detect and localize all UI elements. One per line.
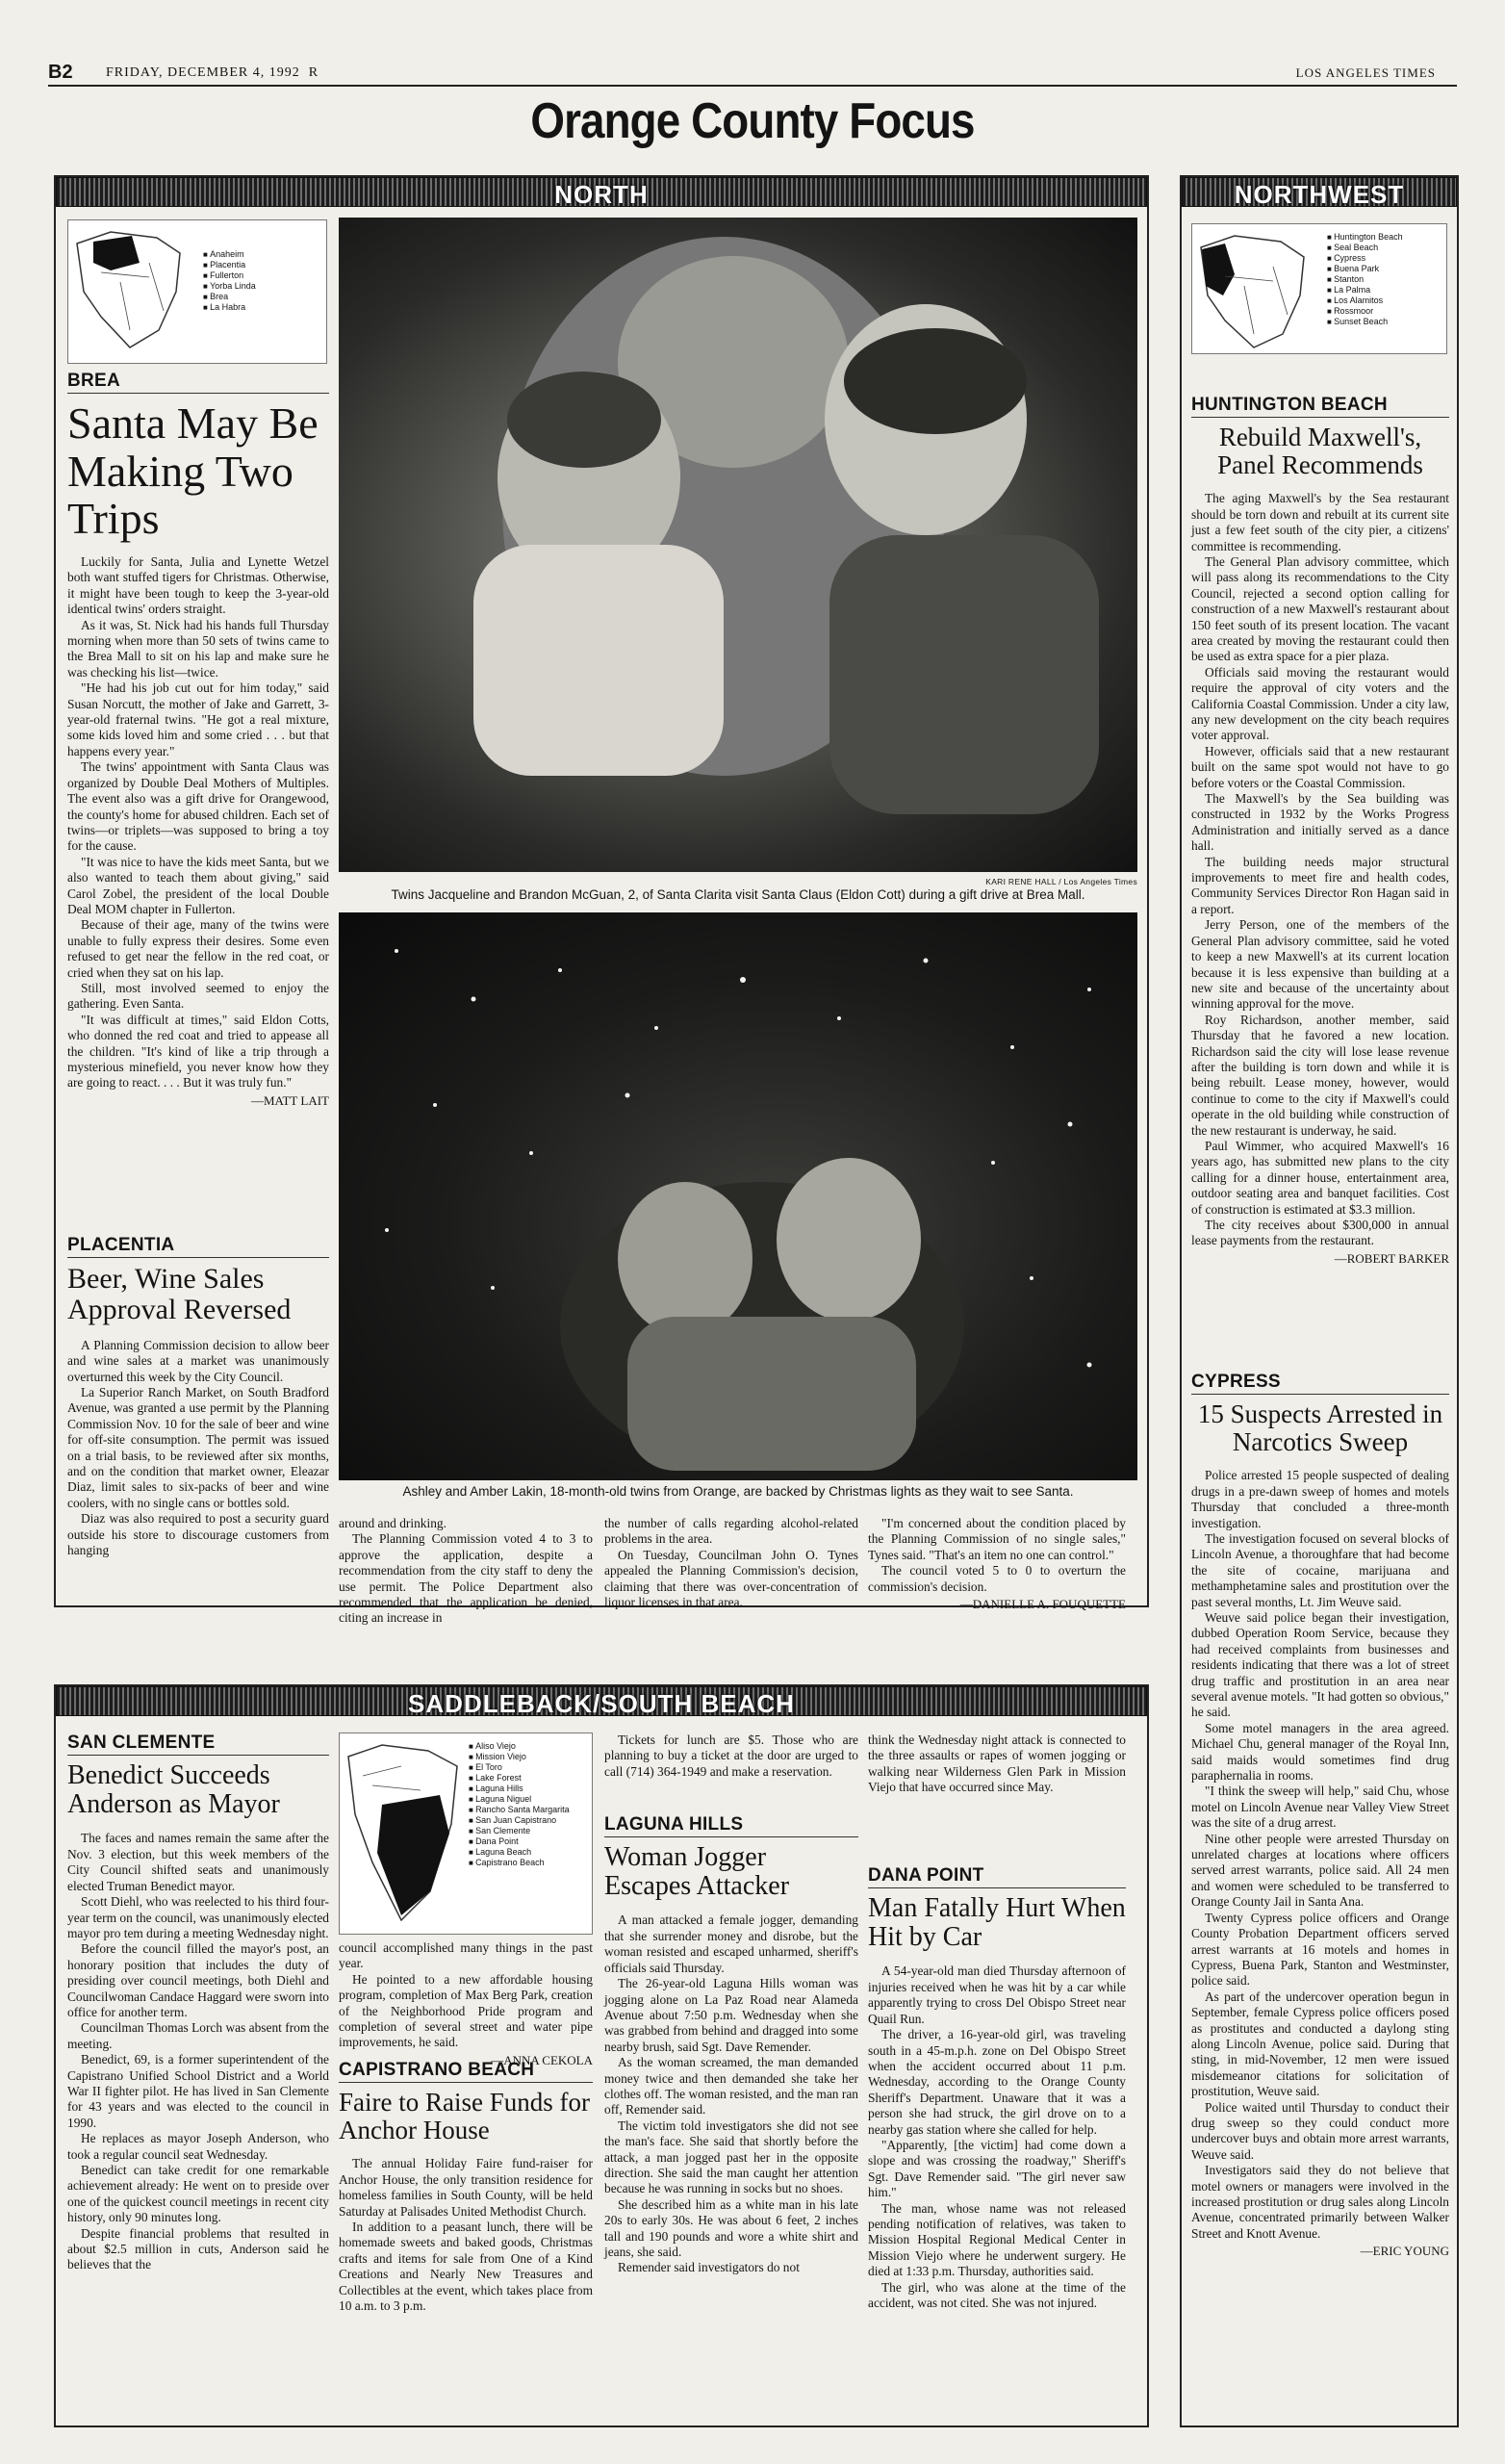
north-band-label: NORTH: [554, 180, 649, 209]
story-san-clemente-cont: [339, 1940, 593, 2068]
dateline-edition: R: [308, 65, 319, 80]
map-legend-item: ■ Aliso Viejo: [469, 1741, 590, 1752]
paragraph: He pointed to a new affordable housing program, completion of Max Berg Park, creation of the Neighborhood Pride program and completion of several street and water pipe improvements, he said.: [339, 1971, 593, 2050]
map-legend-item: ■ Fullerton: [203, 270, 256, 281]
story-headline: Beer, Wine Sales Approval Reversed: [67, 1263, 292, 1326]
paragraph: "It was difficult at times," said Eldon Cotts, who donned the red coat and tried to appease all the children. "It's kind of like a trip through a mysterious minefield, you never know how they are going to react. . . . But it was truly fun.": [67, 1012, 329, 1091]
story-body: [67, 1338, 329, 1559]
paragraph: Officials said moving the restaurant would require the approval of city voters and the California Coastal Commission. Under a city law, any new development on the city beach requires voter approval.: [1191, 664, 1449, 743]
santa-twins-photo: [339, 218, 1137, 872]
story-body: [1191, 491, 1449, 1249]
map-legend-item: ■ Laguna Beach: [469, 1847, 590, 1858]
story-laguna-hills: [604, 1814, 858, 2276]
paragraph: Because of their age, many of the twins were unable to fully express their desires. Some even refused to get near the fellow in the red coat, or cried when they sat on his lap.: [67, 917, 329, 980]
map-legend-item: ■ San Juan Capistrano: [469, 1815, 590, 1826]
paragraph: Some motel managers in the area agreed. Michael Chu, general manager of the Royal Inn, said maids would sometimes find drug paraphernalia in rooms.: [1191, 1720, 1449, 1784]
map-legend-item: ■ Laguna Hills: [469, 1784, 590, 1794]
story-cypress: [1191, 1372, 1449, 2259]
north-locator-map: [67, 219, 327, 364]
northwest-band-label: NORTHWEST: [1234, 180, 1405, 209]
folio: B2: [48, 62, 73, 83]
story-kicker: CYPRESS: [1191, 1372, 1449, 1395]
story-headline: Woman Jogger Escapes Attacker: [604, 1842, 790, 1902]
paragraph: La Superior Ranch Market, on South Bradford Avenue, was granted a use permit by the Planning Commission Nov. 10 for the sale of beer and wine for off-site consumption. The permit was issued on a trial basis, to be reviewed after six months, and on the condition that market owner, Eleazar Diaz, limit sales to six-packs of beer and wine coolers, with no single cans or bottles sold.: [67, 1385, 329, 1510]
story-kicker: HUNTINGTON BEACH: [1191, 395, 1449, 418]
paragraph: As part of the undercover operation begun in September, female Cypress police officers posed as prostitutes and conducted a daylong sting along Lincoln Avenue, police said. During that sting, in mid-November, 12 men were issued misdemeanor citations for solicitation of prostitution, Weuve said.: [1191, 1989, 1449, 2099]
northwest-band: [1182, 177, 1457, 207]
map-legend-item: ■ Seal Beach: [1327, 243, 1403, 253]
map-legend-item: ■ Brea: [203, 292, 256, 302]
story-body: [339, 2156, 593, 2314]
county-outline-icon: [1196, 228, 1312, 353]
story-kicker: PLACENTIA: [67, 1235, 329, 1258]
map-legend-item: ■ Yorba Linda: [203, 281, 256, 292]
paragraph: The victim told investigators she did not see the man's face. She said that shortly before the attack, a man jogged past her in the opposite direction. She said the man caught her attention because he was running in socks but no shoes.: [604, 2118, 858, 2196]
paragraph: In addition to a peasant lunch, there will be homemade sweets and baked goods, Christmas crafts and items for sale from One of a Kind Creations and Nearly New Treasures and Collectibles at the event, which takes place from 10 a.m. to 3 p.m.: [339, 2219, 593, 2313]
paragraph: Nine other people were arrested Thursday on unrelated charges at locations where officers served arrest warrants, police said. All 24 men and women were scheduled to be transferred to Orange County Jail in Santa Ana.: [1191, 1831, 1449, 1910]
map-legend-item: ■ La Habra: [203, 302, 256, 313]
map-legend-item: ■ San Clemente: [469, 1826, 590, 1836]
story-headline: Santa May Be Making Two Trips: [67, 398, 319, 544]
story-body: [67, 1831, 329, 2272]
paragraph: Benedict can take credit for one remarkable achievement already: He went on to preside over one of the quickest council meetings in recent city history, only 90 minutes long.: [67, 2163, 329, 2225]
paragraph: Luckily for Santa, Julia and Lynette Wetzel both want stuffed tigers for Christmas. Otherwise, it might have been tough to keep the 3-year-old identical twins' orders straight.: [67, 554, 329, 617]
story-body: [604, 1912, 858, 2275]
paragraph: Roy Richardson, another member, said Thursday that he favored a new location. Richardson said the city will lose lease revenue after the building is torn down and while it is being rebuilt. Lease money, however, would continue to come to the city if Maxwell's could operate in the old building while construction of the new restaurant is underway, he said.: [1191, 1012, 1449, 1138]
paragraph: Scott Diehl, who was reelected to his third four-year term on the council, was unanimously elected mayor pro tem during a meeting Wednesday night.: [67, 1894, 329, 1940]
story-kicker: DANA POINT: [868, 1865, 1126, 1888]
dateline: [106, 65, 319, 81]
paragraph: The faces and names remain the same after the Nov. 3 election, but this week members of the City Council shifted seats and unanimously elected Truman Benedict mayor.: [67, 1831, 329, 1893]
paragraph: As the woman screamed, the man demanded money twice and then demanded she take her clothes off. The woman resisted, and the man ran off, Remender said.: [604, 2055, 858, 2118]
paragraph: "I think the sweep will help," said Chu, whose motel on Lincoln Avenue near Valley View Street was the site of a drug arrest.: [1191, 1784, 1449, 1831]
north-band: [56, 177, 1147, 207]
paragraph: The council voted 5 to 0 to overturn the commission's decision.: [868, 1563, 1126, 1594]
paragraph: Police waited until Thursday to conduct their drug sweep so they could conduct more undercover buys and obtain more arrest warrants, Weuve said.: [1191, 2099, 1449, 2162]
map-legend-item: ■ Buena Park: [1327, 264, 1403, 274]
paragraph: around and drinking.: [339, 1516, 446, 1530]
north-map-legend: [203, 249, 256, 313]
map-legend-item: ■ Huntington Beach: [1327, 232, 1403, 243]
paragraph: The annual Holiday Faire fund-raiser for Anchor House, the only transition residence for homeless families in South County, will be held Saturday at Palisades United Methodist Church.: [339, 2156, 593, 2219]
paragraph: Weuve said police began their investigation, dubbed Operation Room Service, because they had received complaints from businesses and residents indicating that there was a lot of street drug traffic and prostitution in an area near several avenue motels. "It had gotten so obvious," he said.: [1191, 1609, 1449, 1720]
photo-figures-icon: [339, 912, 1137, 1480]
section-title: Orange County Focus: [530, 93, 975, 149]
paragraph: Remender said investigators do not: [618, 2260, 800, 2275]
paragraph: On Tuesday, Councilman John O. Tynes appealed the Planning Commission's decision, claiming that there was over-concentration of liquor licenses in that area.: [604, 1547, 858, 1610]
paragraph: Benedict, 69, is a former superintendent of the Capistrano Unified School District and a World War II fighter pilot. He has lived in San Clemente for 43 years and was elected to the council in 1990.: [67, 2052, 329, 2130]
northwest-map-legend: [1327, 232, 1403, 327]
paragraph: The girl, who was alone at the time of the accident, was not cited. She was not injured.: [868, 2279, 1126, 2310]
paragraph: "I'm concerned about the condition placed by the Planning Commission of no single sales," Tynes said. "That's an item no one can control.": [868, 1516, 1126, 1562]
map-legend-item: ■ Laguna Niguel: [469, 1794, 590, 1805]
photo-figures-icon: [339, 218, 1137, 872]
paragraph: The General Plan advisory committee, which will pass along its recommendations to the City Council, rejected a second option calling for construction of a new Maxwell's restaurant about 150 feet south of its present location. The vacant area created by moving the restaurant could then be used as extra space for a pier plaza.: [1191, 553, 1449, 664]
paragraph: Police arrested 15 people suspected of dealing drugs in a pre-dawn sweep of homes and motels Thursday that concluded a three-month investigation.: [1191, 1468, 1449, 1530]
story-body: [339, 1940, 593, 2051]
paragraph: However, officials said that a new restaurant built on the same spot would not have to go before voters or the Coastal Commission.: [1191, 743, 1449, 790]
byline: —ERIC YOUNG: [1360, 2244, 1449, 2259]
story-san-clemente: [67, 1732, 329, 2273]
story-kicker: LAGUNA HILLS: [604, 1814, 858, 1837]
paragraph: The man, whose name was not released pending notification of relatives, was taken to Mission Hospital Regional Medical Center in Mission Viejo where he underwent surgery. He died at 1:33 p.m. Thursday, authorities said.: [868, 2200, 1126, 2279]
paragraph: think the Wednesday night attack is connected to the three assaults or rapes of women jogging or walking near Wilderness Glen Park in Mission Viejo that have occurred since May.: [868, 1732, 1126, 1795]
map-legend-item: ■ Sunset Beach: [1327, 317, 1403, 327]
saddleback-band-label: SADDLEBACK/SOUTH BEACH: [408, 1689, 795, 1718]
story-huntington-beach: [1191, 395, 1449, 1267]
paragraph: The building needs major structural improvements to meet fire and health codes, Community Services Director Ron Hagan said in a report.: [1191, 854, 1449, 916]
story-body: [868, 1964, 1126, 2311]
story-capistrano-cont: [604, 1732, 858, 1780]
story-kicker: BREA: [67, 371, 329, 394]
paragraph: "It was nice to have the kids meet Santa, but we also wanted to teach them about giving," said Carol Zobel, the president of the local Double Deal MOM chapter in Fullerton.: [67, 854, 329, 916]
paragraph: Still, most involved seemed to enjoy the gathering. Even Santa.: [67, 980, 329, 1012]
map-legend-item: ■ Dana Point: [469, 1836, 590, 1847]
paragraph: The aging Maxwell's by the Sea restaurant should be torn down and rebuilt at its current site just a few feet south of the city pier, a citizens' committee is recommending.: [1191, 491, 1449, 553]
map-legend-item: ■ Lake Forest: [469, 1773, 590, 1784]
paragraph: Jerry Person, one of the members of the General Plan advisory committee, said he voted to keep a new Maxwell's at its current location because it is less expensive than building at a new site and because of the uncertainty about winning approval for the move.: [1191, 917, 1449, 1012]
story-placentia-col2: [339, 1516, 593, 1627]
story-dana-point: [868, 1865, 1126, 2311]
map-legend-item: ■ Stanton: [1327, 274, 1403, 285]
map-legend-item: ■ La Palma: [1327, 285, 1403, 295]
paragraph: A 54-year-old man died Thursday afternoon of injuries received when he was hit by a car while apparently trying to cross Del Obispo Street near Quail Run.: [868, 1964, 1126, 2026]
paragraph: Investigators said they do not believe that motel owners or managers were involved in the increased prostitution or drug sales along Lincoln Avenue, concentrated primarily between Walker Street and Knott Avenue.: [1191, 2163, 1449, 2241]
byline: —ANNA CEKOLA: [491, 2052, 593, 2067]
paragraph: The Maxwell's by the Sea building was constructed in 1932 by the Works Progress Administration and initially served as a dance hall.: [1191, 791, 1449, 854]
paragraph: "He had his job cut out for him today," said Susan Norcutt, the mother of Jake and Garrett, 3-year-old fraternal twins. "He got a real mixture, some kids loved him and some cried . . . but that happens every year.": [67, 680, 329, 758]
map-legend-item: ■ El Toro: [469, 1762, 590, 1773]
paragraph: Diaz was also required to post a security guard outside his store to discourage customers from hanging: [67, 1511, 329, 1558]
paragraph: The city receives about $300,000 in annual lease payments from the restaurant.: [1191, 1218, 1449, 1248]
story-headline: Faire to Raise Funds for Anchor House: [339, 2088, 590, 2145]
paragraph: The twins' appointment with Santa Claus was organized by Double Deal Mothers of Multiples. The event also was a gift drive for Orangewood, the county's home for abused children. Each set of twins—or triplets—was supposed to bring a toy for the cause.: [67, 759, 329, 854]
map-legend-item: ■ Rancho Santa Margarita: [469, 1805, 590, 1815]
byline: —ROBERT BARKER: [1334, 1250, 1449, 1266]
christmas-lights-photo: [339, 912, 1137, 1480]
paragraph: Twenty Cypress police officers and Orange County Probation Department officers served arrest warrants at 16 motels and homes in Cypress, Buena Park, Stanton and Westminster, police said.: [1191, 1910, 1449, 1989]
dateline-date: FRIDAY, DECEMBER 4, 1992: [106, 65, 300, 80]
story-headline: 15 Suspects Arrested in Narcotics Sweep: [1197, 1399, 1443, 1457]
paragraph: She described him as a white man in his late 20s to early 30s. He was about 6 feet, 2 inches tall and 190 pounds and wore a white shirt and jeans, she said.: [604, 2196, 858, 2259]
byline: —MATT LAIT: [250, 1092, 329, 1108]
map-legend-item: ■ Los Alamitos: [1327, 295, 1403, 306]
northwest-locator-map: [1191, 223, 1447, 354]
masthead-rule: [48, 85, 1457, 87]
paper-name: LOS ANGELES TIMES: [1295, 65, 1436, 80]
story-headline: Benedict Succeeds Anderson as Mayor: [67, 1760, 280, 1820]
photo-caption: Ashley and Amber Lakin, 18-month-old twins from Orange, are backed by Christmas lights as they wait to see Santa.: [402, 1484, 1074, 1499]
story-placentia: [67, 1235, 329, 1558]
paragraph: "Apparently, [the victim] had come down a slope and was crossing the roadway," Sheriff's Sgt. Dave Remender said. "The girl never saw him.": [868, 2137, 1126, 2200]
map-legend-item: ■ Placentia: [203, 260, 256, 270]
paragraph: The Planning Commission voted 4 to 3 to approve the application, despite a recommendation from the city staff to deny the use permit. The Police Department also recommended that the application be denied, citing an increase in: [339, 1531, 593, 1626]
map-legend-item: ■ Rossmoor: [1327, 306, 1403, 317]
story-body: [67, 554, 329, 1091]
photo-caption: Twins Jacqueline and Brandon McGuan, 2, of Santa Clarita visit Santa Claus (Eldon Cott) during a gift drive at Brea Mall.: [391, 887, 1085, 902]
paragraph: Paul Wimmer, who acquired Maxwell's 16 years ago, has submitted new plans to the city calling for a dinner house, entertainment area, outdoor seating area and banquet facilities. Cost of construction is estimated at $3.3 million.: [1191, 1138, 1449, 1217]
paragraph: Councilman Thomas Lorch was absent from the meeting.: [67, 2020, 329, 2051]
paragraph: Tickets for lunch are $5. Those who are planning to buy a ticket at the door are urged to call (714) 364-1949 and make a reservation.: [604, 1732, 858, 1779]
map-legend-item: ■ Mission Viejo: [469, 1752, 590, 1762]
paragraph: As it was, St. Nick had his hands full Thursday morning when more than 50 sets of twins came to the Brea Mall to sit on his lap and make sure he was checking his list—twice.: [67, 617, 329, 680]
saddleback-band: [56, 1686, 1147, 1716]
story-placentia-col4: [868, 1516, 1126, 1612]
story-headline: Man Fatally Hurt When Hit by Car: [868, 1893, 1126, 1953]
map-legend-item: ■ Cypress: [1327, 253, 1403, 264]
map-legend-item: ■ Capistrano Beach: [469, 1858, 590, 1868]
paragraph: council accomplished many things in the past year.: [339, 1940, 593, 1971]
paragraph: The driver, a 16-year-old girl, was traveling south in a 45-m.p.h. zone on Del Obispo Street when the accident occurred about 11 p.m. Wednesday, according to the Orange County Sheriff's Department. Unaware that it was a person she had struck, the girl drove on to a nearby gas station where she called for help.: [868, 2027, 1126, 2137]
paragraph: A man attacked a female jogger, demanding that she surrender money and disrobe, but the woman resisted and escaped unharmed, sheriff's officials said Thursday.: [604, 1912, 858, 1975]
story-kicker: CAPISTRANO BEACH: [339, 2060, 593, 2083]
paragraph: the number of calls regarding alcohol-related problems in the area.: [604, 1516, 858, 1547]
paragraph: Before the council filled the mayor's post, an honorary position that includes the duty of presiding over council meetings, both Diehl and Councilwoman Candace Haggard were sworn into office for another term.: [67, 1941, 329, 2019]
paragraph: Despite financial problems that resulted in about $2.5 million in cuts, Anderson said he believes that the: [67, 2225, 329, 2272]
paragraph: The 26-year-old Laguna Hills woman was jogging alone on La Paz Road near Alameda Avenue about 7:50 p.m. Wednesday when she was grabbed from behind and dragged into some nearby brush, said Sgt. Dave Remender.: [604, 1976, 858, 2054]
story-kicker: SAN CLEMENTE: [67, 1732, 329, 1756]
story-headline: Rebuild Maxwell's, Panel Recommends: [1217, 423, 1423, 480]
saddleback-locator-map: [339, 1732, 593, 1935]
story-body: [1191, 1468, 1449, 2242]
photo-credit: KARI RENE HALL / Los Angeles Times: [985, 877, 1137, 886]
story-placentia-col3: [604, 1516, 858, 1610]
paragraph: He replaces as mayor Joseph Anderson, who took a regular council seat Wednesday.: [67, 2131, 329, 2162]
paragraph: The investigation focused on several blocks of Lincoln Avenue, a thoroughfare that had become the site of cocaine, marijuana and methamphetamine sales and prostitution over the past several months, Lt. Jim Weuve said.: [1191, 1530, 1449, 1609]
county-outline-icon: [72, 224, 188, 359]
story-brea: [67, 371, 329, 1109]
county-outline-icon: [344, 1737, 464, 1930]
saddleback-map-legend: [469, 1741, 590, 1868]
byline: —DANIELLE A. FOUQUETTE: [959, 1597, 1126, 1612]
story-capistrano-beach: [339, 2060, 593, 2314]
map-legend-item: ■ Anaheim: [203, 249, 256, 260]
paragraph: A Planning Commission decision to allow beer and wine sales at a market was unanimously overturned this week by the City Council.: [67, 1337, 329, 1384]
story-laguna-hills-cont: [868, 1732, 1126, 1796]
